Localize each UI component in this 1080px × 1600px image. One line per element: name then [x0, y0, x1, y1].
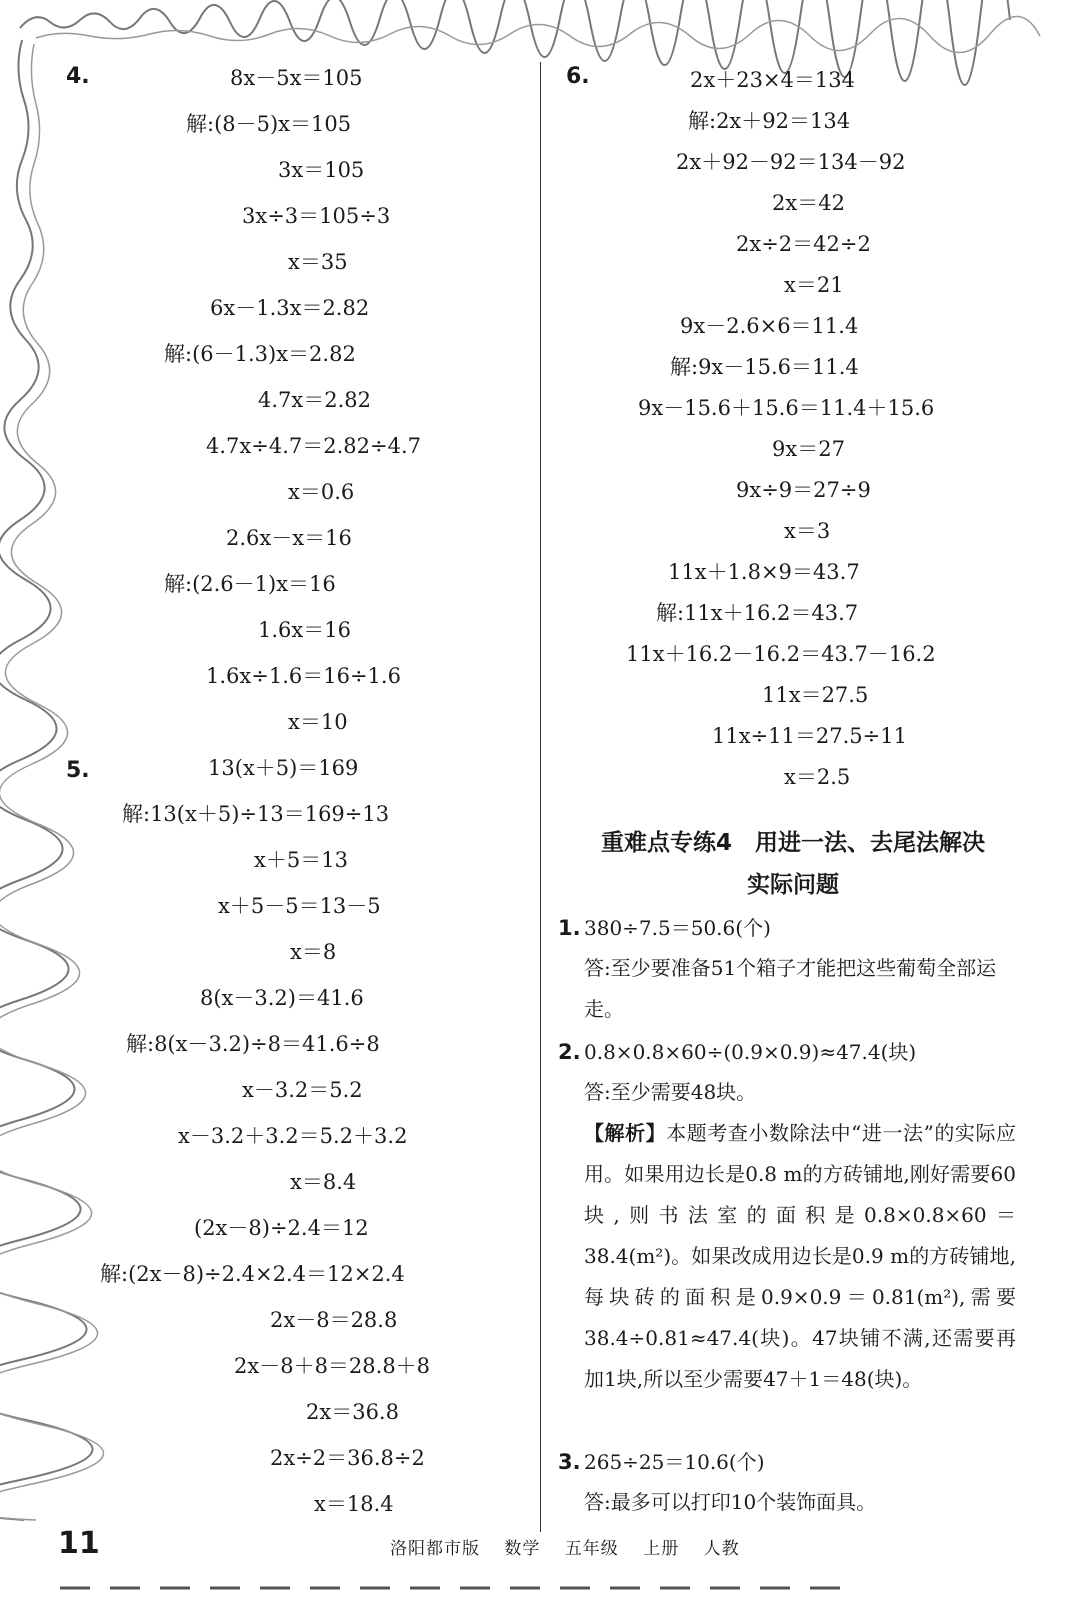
equation-line: 2x－8＋8＝28.8＋8 [234, 1354, 431, 1378]
equation-line: 4.7x÷4.7＝2.82÷4.7 [206, 434, 421, 458]
equation-line: x＝21 [784, 273, 844, 297]
item-number: 3. [558, 1450, 581, 1474]
section-title: 重难点专练4 用进一法、去尾法解决 [600, 830, 985, 856]
equation-line: 2x＋92－92＝134－92 [676, 150, 906, 174]
equation-line: 11x＋16.2－16.2＝43.7－16.2 [626, 642, 936, 666]
equation-line: 解:(2x－8)÷2.4×2.4＝12×2.4 [100, 1262, 405, 1286]
footer-publisher: 人教 [703, 1539, 740, 1559]
equation-line: 解:(8－5)x＝105 [186, 112, 352, 136]
item-answer: 答:至少要准备51个箱子才能把这些葡萄全部运走。 [584, 956, 997, 1021]
equation-line: 2x÷2＝42÷2 [736, 232, 871, 256]
section-title-line2: 实际问题 [747, 872, 839, 898]
equation-line: (2x－8)÷2.4＝12 [194, 1216, 369, 1240]
analysis-text [584, 1113, 1016, 1400]
equation-line: x－3.2＝5.2 [242, 1078, 363, 1102]
equation-line: 2x÷2＝36.8÷2 [270, 1446, 425, 1470]
item-number: 1. [558, 916, 581, 940]
equation-line: 11x＋1.8×9＝43.7 [668, 560, 860, 584]
equation-line: 13(x＋5)＝169 [208, 756, 359, 780]
equation-line: x＝3 [784, 519, 831, 543]
analysis-tag: 【解析】 [584, 1121, 667, 1145]
equation-line: 6x－1.3x＝2.82 [210, 296, 370, 320]
equation-line: 9x＝27 [772, 437, 845, 461]
footer-subject: 数学 [504, 1539, 541, 1559]
equation-line: 3x÷3＝105÷3 [242, 204, 391, 228]
equation-line: 解:(6－1.3)x＝2.82 [164, 342, 356, 366]
equation-line: 解:2x＋92＝134 [688, 109, 851, 133]
analysis-body: 本题考查小数除法中“进一法”的实际应用。如果用边长是0.8 m的方砖铺地,刚好需要60块,则书法室的面积是0.8×0.8×60＝38.4(m²)。如果改成用边长是0.9 m的方砖铺地,每块砖的面积是0.9×0.9＝0.81(m²),需要38.4÷0.81≈47.4(块)。47块铺不满,还需要再加1块,所以至少需要47＋1＝48(块)。 [584, 1121, 1016, 1391]
equation-line: 2x＝36.8 [306, 1400, 399, 1424]
item-number: 2. [558, 1040, 581, 1064]
equation-line: x＝0.6 [288, 480, 355, 504]
footer-info [390, 1534, 758, 1559]
equation-line: 解:9x－15.6＝11.4 [670, 355, 859, 379]
footer-edition: 洛阳都市版 [390, 1539, 480, 1559]
footer-grade: 五年级 [564, 1539, 619, 1559]
equation-line: x＝2.5 [784, 765, 851, 789]
item-answer: 答:至少需要48块。 [584, 1080, 757, 1104]
equation-line: 1.6x÷1.6＝16÷1.6 [206, 664, 401, 688]
equation-line: 9x－2.6×6＝11.4 [680, 314, 859, 338]
equation-line: 8x－5x＝105 [230, 66, 363, 90]
item-equation: 380÷7.5＝50.6(个) [584, 916, 771, 940]
equation-line: 解:(2.6－1)x＝16 [164, 572, 336, 596]
equation-line: x＝18.4 [314, 1492, 394, 1516]
question-number: 6. [566, 64, 590, 89]
equation-line: 解:13(x＋5)÷13＝169÷13 [122, 802, 390, 826]
equation-line: 3x＝105 [278, 158, 365, 182]
equation-line: 9x÷9＝27÷9 [736, 478, 871, 502]
equation-line: x＝8 [290, 940, 337, 964]
item-equation: 265÷25＝10.6(个) [584, 1450, 765, 1474]
item-answer: 答:最多可以打印10个装饰面具。 [584, 1490, 877, 1514]
equation-line: x－3.2＋3.2＝5.2＋3.2 [178, 1124, 408, 1148]
equation-line: 2x＋23×4＝134 [690, 68, 855, 92]
equation-line: 2.6x－x＝16 [226, 526, 352, 550]
equation-line: 4.7x＝2.82 [258, 388, 371, 412]
equation-line: 8(x－3.2)＝41.6 [200, 986, 364, 1010]
equation-line: 1.6x＝16 [258, 618, 351, 642]
equation-line: 2x－8＝28.8 [270, 1308, 398, 1332]
question-number: 5. [66, 758, 90, 783]
footer-volume: 上册 [643, 1539, 680, 1559]
equation-line: x＝10 [288, 710, 348, 734]
column-divider [540, 62, 541, 1532]
equation-line: 2x＝42 [772, 191, 845, 215]
equation-line: x＋5＝13 [254, 848, 348, 872]
equation-line: x＋5－5＝13－5 [218, 894, 381, 918]
item-equation: 0.8×0.8×60÷(0.9×0.9)≈47.4(块) [584, 1040, 917, 1064]
question-number: 4. [66, 64, 90, 89]
equation-line: x＝35 [288, 250, 348, 274]
page-number: 11 [58, 1526, 100, 1561]
equation-line: 11x÷11＝27.5÷11 [712, 724, 907, 748]
equation-line: 11x＝27.5 [762, 683, 869, 707]
equation-line: 解:11x＋16.2＝43.7 [656, 601, 859, 625]
equation-line: x＝8.4 [290, 1170, 357, 1194]
equation-line: 9x－15.6＋15.6＝11.4＋15.6 [638, 396, 935, 420]
equation-line: 解:8(x－3.2)÷8＝41.6÷8 [126, 1032, 380, 1056]
